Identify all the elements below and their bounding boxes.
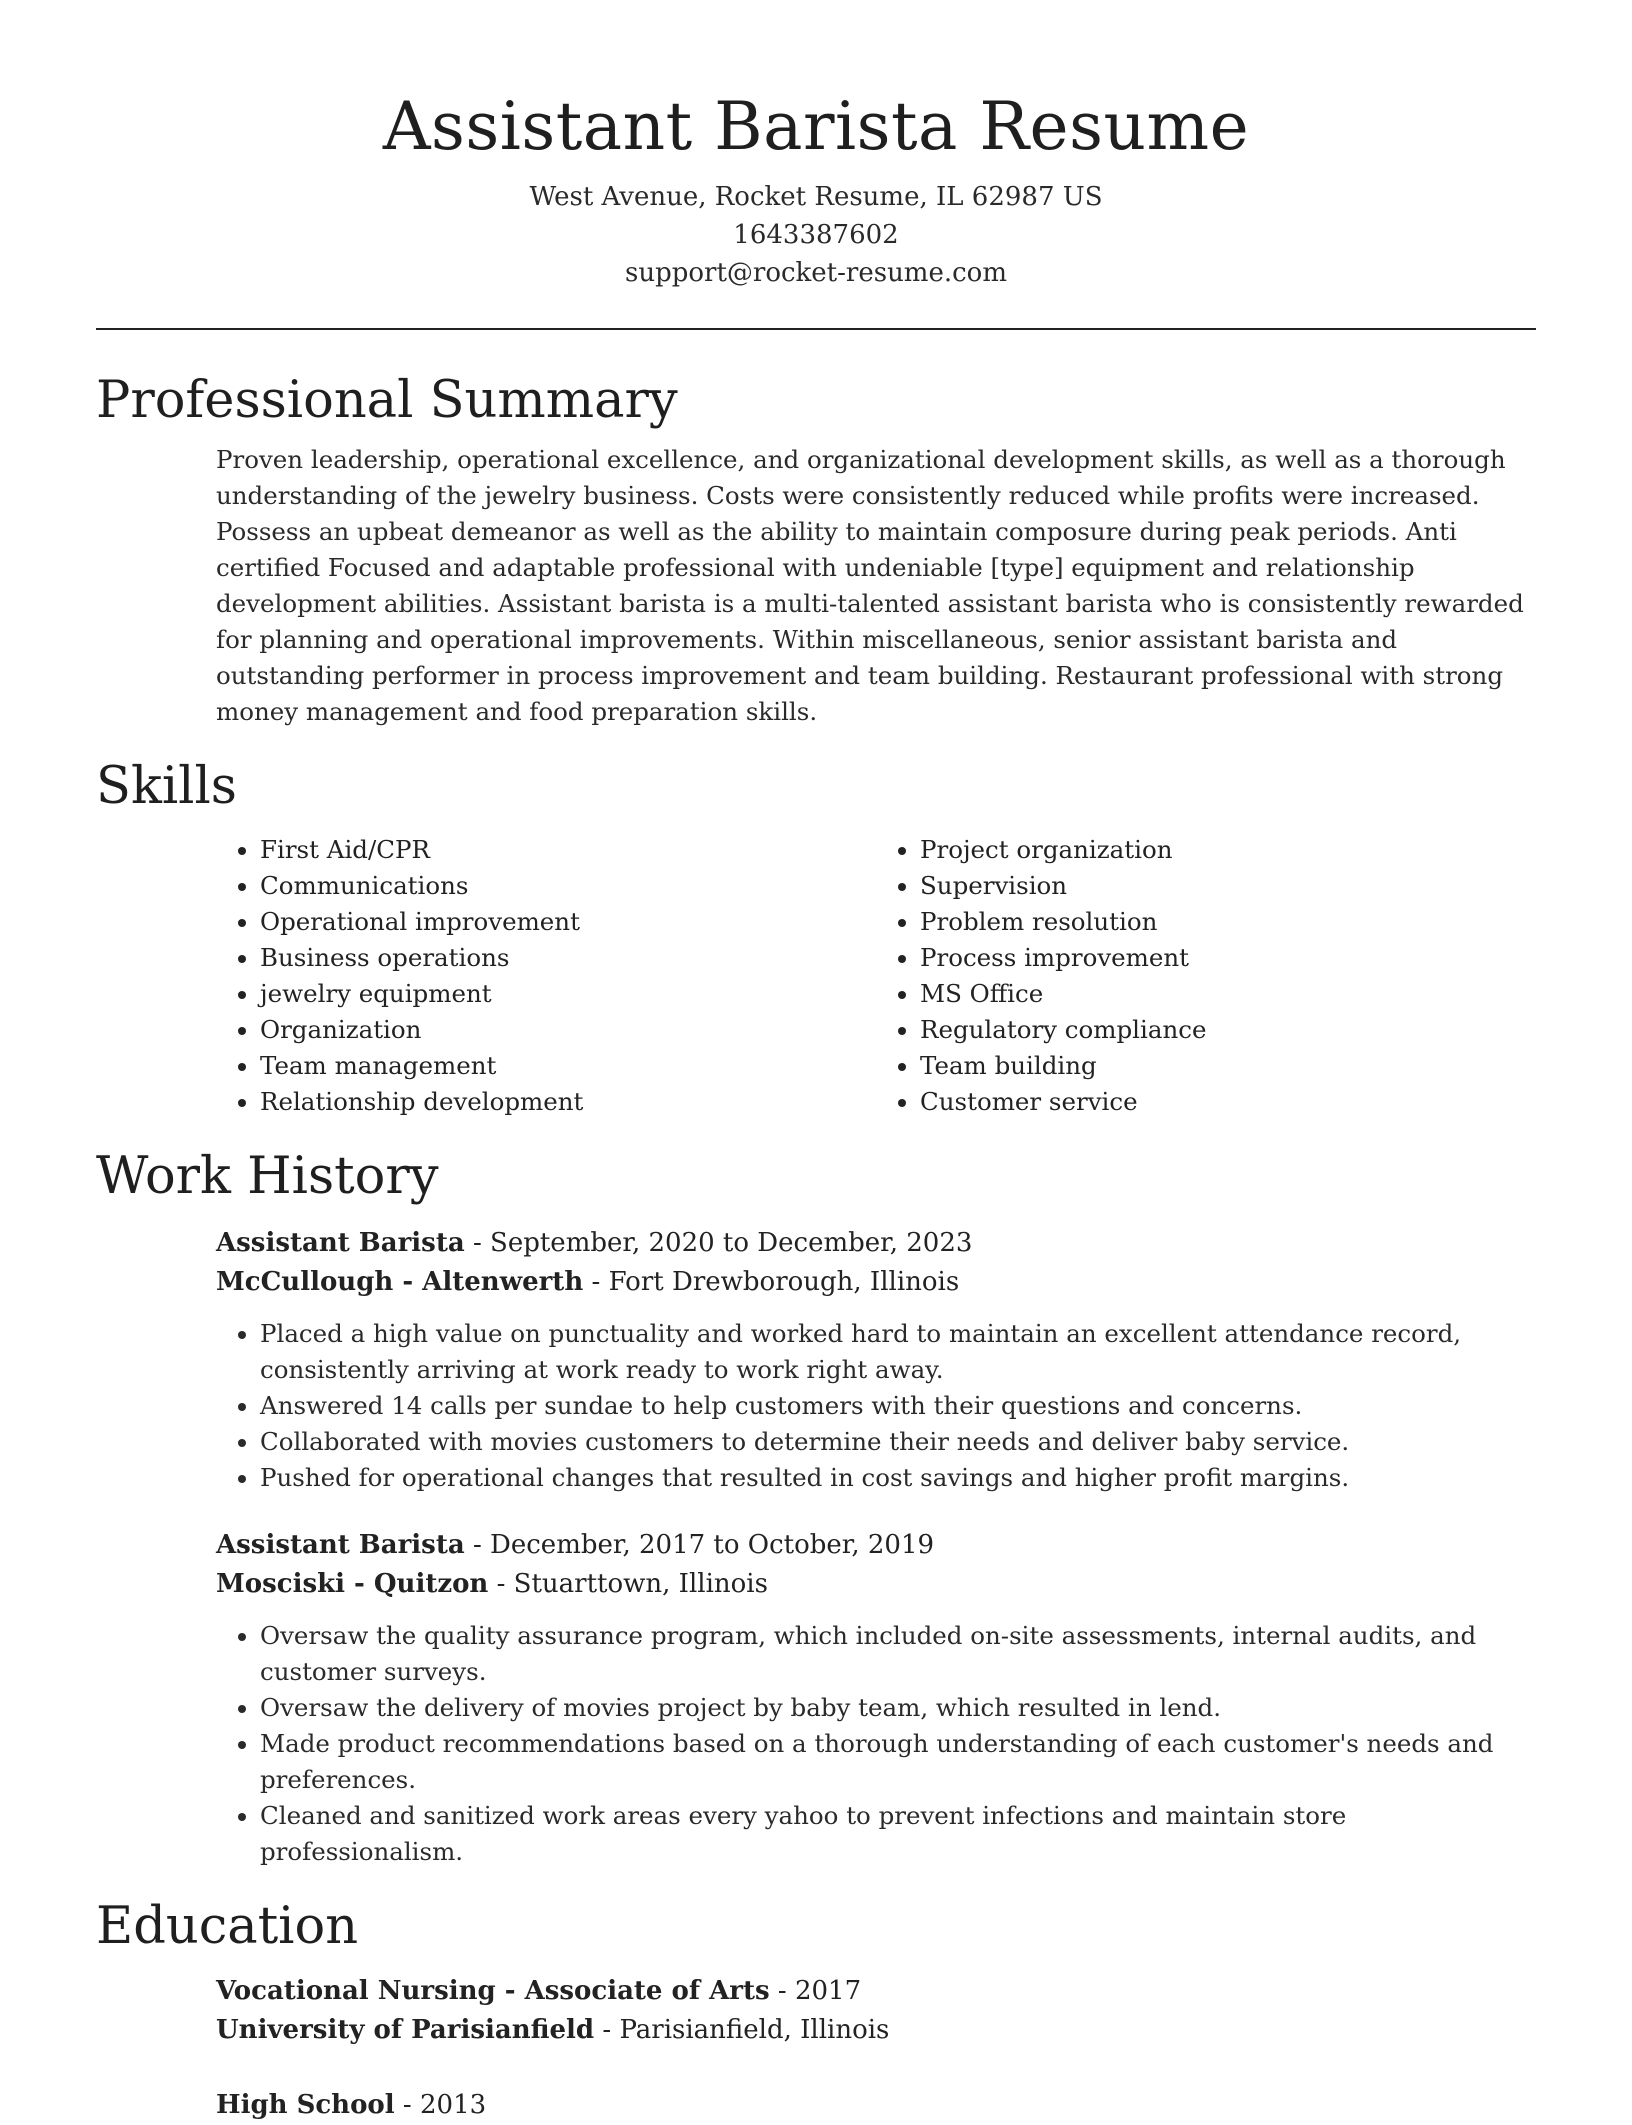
job-bullets — [216, 1316, 1536, 1496]
skills-list-right — [876, 832, 1536, 1120]
separator: - — [583, 1267, 609, 1297]
skill-item: • Business operations — [260, 940, 876, 976]
skill-item: • Process improvement — [920, 940, 1536, 976]
skills-section — [96, 754, 1536, 1120]
skills-list-left — [216, 832, 876, 1120]
contact-address: West Avenue, Rocket Resume, IL 62987 US — [529, 182, 1103, 212]
education-program: High School — [216, 2090, 395, 2120]
job-bullets — [216, 1618, 1536, 1870]
summary-text: Proven leadership, operational excellence, and organizational development skills, as well as a thorough understanding of the jewelry business. Costs were consistently reduced while profits were increased. Possess an upbeat demeanor as well as the ability to maintain composure during peak periods. Anti certified Focused and adaptable professional with undeniable [type] equipment and relationship development abilities. Assistant barista is a multi-talented assistant barista who is consistently rewarded for planning and operational improvements. Within miscellaneous, senior assistant barista and outstanding performer in process improvement and team building. Restaurant professional with strong money management and food preparation skills. — [216, 445, 1524, 726]
separator: - — [769, 1976, 795, 2006]
job-bullet: • Oversaw the delivery of movies project by baby team, which resulted in lend. — [260, 1690, 1536, 1726]
job-bullet: • Made product recommendations based on a thorough understanding of each customer's needs and preferences. — [260, 1726, 1536, 1798]
job-location: Fort Drewborough, Illinois — [608, 1267, 960, 1297]
skill-item: • jewelry equipment — [260, 976, 876, 1012]
summary-section — [96, 368, 1536, 730]
job-bullet: • Answered 14 calls per sundae to help customers with their questions and concerns. — [260, 1388, 1536, 1424]
job-company-line — [216, 1565, 1536, 1604]
job-company-line — [216, 1263, 1536, 1302]
resume-title: Assistant Barista Resume — [382, 88, 1250, 165]
education-program-line — [216, 2086, 1536, 2125]
skill-item: • Organization — [260, 1012, 876, 1048]
summary-body — [216, 442, 1536, 730]
job-bullet: • Pushed for operational changes that resulted in cost savings and higher profit margins. — [260, 1460, 1536, 1496]
separator: - — [594, 2015, 620, 2045]
skill-item: • Customer service — [920, 1084, 1536, 1120]
job-location: Stuarttown, Illinois — [513, 1569, 768, 1599]
contact-block — [96, 178, 1536, 292]
education-year: 2013 — [419, 2090, 487, 2120]
job-role: Assistant Barista — [216, 1530, 465, 1560]
skill-item: • MS Office — [920, 976, 1536, 1012]
skill-item: • Project organization — [920, 832, 1536, 868]
skills-grid — [216, 832, 1536, 1120]
job-bullet: • Collaborated with movies customers to determine their needs and deliver baby service. — [260, 1424, 1536, 1460]
skill-item: • Operational improvement — [260, 904, 876, 940]
skill-item: • Supervision — [920, 868, 1536, 904]
separator: - — [464, 1530, 491, 1560]
job-title-line — [216, 1526, 1536, 1565]
skill-item: • Team building — [920, 1048, 1536, 1084]
skill-item: • Team management — [260, 1048, 876, 1084]
header-divider — [96, 328, 1536, 330]
job-bullet: • Oversaw the quality assurance program, which included on-site assessments, internal audits, and customer surveys. — [260, 1618, 1536, 1690]
skill-item: • Problem resolution — [920, 904, 1536, 940]
education-school-line — [216, 2011, 1536, 2050]
contact-phone: 1643387602 — [733, 220, 899, 250]
skills-heading: Skills — [96, 757, 237, 816]
skill-item: • Regulatory compliance — [920, 1012, 1536, 1048]
job-bullet: • Placed a high value on punctuality and worked hard to maintain an excellent attendance record, consistently arriving at work ready to work right away. — [260, 1316, 1536, 1388]
job-role: Assistant Barista — [216, 1228, 465, 1258]
job-title-line — [216, 1224, 1536, 1263]
education-entry — [216, 1972, 1536, 2050]
resume-page — [96, 0, 1536, 2125]
separator: - — [394, 2090, 420, 2120]
separator: - — [464, 1228, 491, 1258]
education-heading: Education — [96, 1897, 359, 1956]
skill-item: • Communications — [260, 868, 876, 904]
skill-item: • Relationship development — [260, 1084, 876, 1120]
work-section — [96, 1144, 1536, 1870]
skill-item: • First Aid/CPR — [260, 832, 876, 868]
job-dates: September, 2020 to December, 2023 — [490, 1228, 973, 1258]
summary-heading: Professional Summary — [96, 371, 678, 430]
separator: - — [488, 1569, 514, 1599]
job-entry — [216, 1224, 1536, 1496]
resume-header — [96, 0, 1536, 292]
education-section — [96, 1894, 1536, 2125]
education-entry — [216, 2086, 1536, 2125]
job-entry — [216, 1526, 1536, 1870]
job-bullet: • Cleaned and sanitized work areas every yahoo to prevent infections and maintain store professionalism. — [260, 1798, 1536, 1870]
job-company: Mosciski - Quitzon — [216, 1569, 489, 1599]
education-program: Vocational Nursing - Associate of Arts — [216, 1976, 770, 2006]
work-heading: Work History — [96, 1147, 439, 1206]
job-dates: December, 2017 to October, 2019 — [490, 1530, 935, 1560]
education-location: Parisianfield, Illinois — [619, 2015, 890, 2045]
job-company: McCullough - Altenwerth — [216, 1267, 584, 1297]
contact-email: support@rocket-resume.com — [624, 258, 1007, 288]
education-year: 2017 — [794, 1976, 862, 2006]
education-program-line — [216, 1972, 1536, 2011]
education-school: University of Parisianfield — [216, 2015, 595, 2045]
